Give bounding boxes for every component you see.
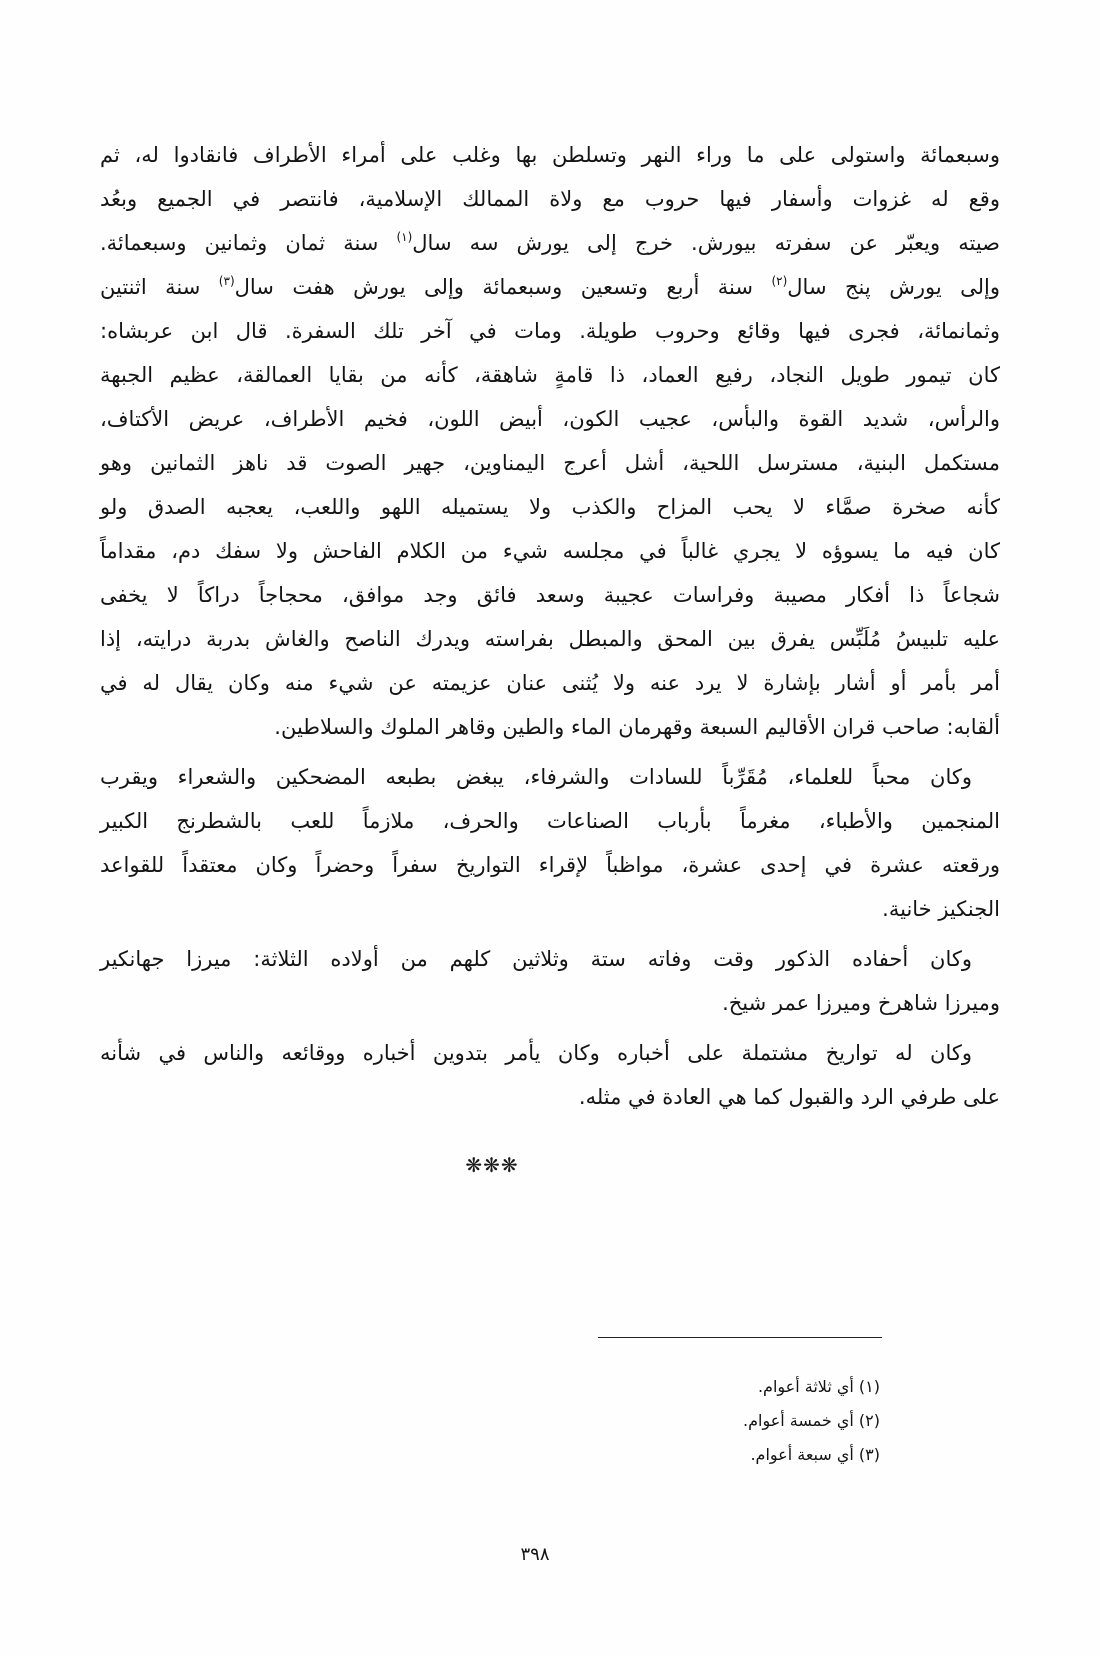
text-segment: سنة اثنتين <box>100 275 219 299</box>
footnote-marker: (٢) <box>771 274 788 288</box>
paragraph <box>100 755 1000 931</box>
text-line: وقع له غزوات وأسفار فيها حروب مع ولاة الممالك الإسلامية، فانتصر في الجميع وبعُد <box>100 187 1000 211</box>
text-line: شجاعاً ذا أفكار مصيبة وفراسات عجيبة وسعد فائق وجد موافق، محجاجاً دراكاً لا يخفى <box>100 583 1000 607</box>
main-text <box>100 133 1000 1119</box>
text-segment: صيته ويعبّر عن سفرته بيورش. خرج إلى يورش سه سال <box>412 231 1000 255</box>
text-line: كان فيه ما يسوؤه لا يجري غالباً في مجلسه شيء من الكلام الفاحش ولا سفك دم، مقداماً <box>100 539 1000 563</box>
text-line <box>100 221 1000 265</box>
section-ornament: ❋❋❋ <box>465 1153 519 1177</box>
page-number: ٣٩٨ <box>520 1544 550 1565</box>
text-line: وثمانمائة، فجرى فيها وقائع وحروب طويلة. ومات في آخر تلك السفرة. قال ابن عربشاه: <box>100 319 1000 343</box>
footnote-separator <box>598 1337 882 1338</box>
footnote-marker: (١) <box>396 230 413 244</box>
footnote: (٢) أي خمسة أعوام. <box>743 1411 880 1430</box>
text-line: المنجمين والأطباء، مغرماً بأرباب الصناعات والحرف، ملازماً للعب بالشطرنج الكبير <box>100 809 1000 833</box>
text-line: وكان له تواريخ مشتملة على أخباره وكان يأمر بتدوين أخباره ووقائعه والناس في شأنه <box>100 1041 972 1065</box>
footnotes <box>480 1370 880 1472</box>
text-line: على طرفي الرد والقبول كما هي العادة في مثله. <box>578 1085 1000 1109</box>
paragraph <box>100 1031 1000 1119</box>
text-line: وميرزا شاهرخ وميرزا عمر شيخ. <box>722 991 1000 1015</box>
text-line: وسبعمائة واستولى على ما وراء النهر وتسلطن بها وغلب على أمراء الأطراف فانقادوا له، ثم <box>100 143 1000 167</box>
text-line: وكان محباً للعلماء، مُقَرِّباً للسادات والشرفاء، يبغض بطبعه المضحكين والشعراء ويقرب <box>100 765 972 789</box>
text-line: ألقابه: صاحب قران الأقاليم السبعة وقهرمان الماء والطين وقاهر الملوك والسلاطين. <box>274 715 1000 739</box>
text-segment: سنة أربع وتسعين وسبعمائة وإلى يورش هفت سال <box>234 275 772 299</box>
text-line: عليه تلبيسُ مُلَبِّس يفرق بين المحق والمبطل بفراسته ويدرك الناصح والغاش بدربة درايته، إذا <box>100 627 1000 651</box>
text-line: الجنكيز خانية. <box>882 897 1000 921</box>
paragraph <box>100 133 1000 749</box>
paragraph <box>100 937 1000 1025</box>
text-line: أمر بأمر أو أشار بإشارة لا يرد عنه ولا يُثنى عنان عزيمته عن شيء منه وكان يقال له في <box>100 671 1000 695</box>
text-line: مستكمل البنية، مسترسل اللحية، أشل أعرج اليمناوين، جهير الصوت قد ناهز الثمانين وهو <box>100 451 1000 475</box>
text-line: وكان أحفاده الذكور وقت وفاته ستة وثلاثين كلهم من أولاده الثلاثة: ميرزا جهانكير <box>100 947 972 971</box>
footnote: (٣) أي سبعة أعوام. <box>750 1445 880 1464</box>
text-line: ورقعته عشرة في إحدى عشرة، مواظباً لإقراء التواريخ سفراً وحضراً وكان معتقداً للقواعد <box>100 853 1000 877</box>
footnote-marker: (٣) <box>218 274 235 288</box>
text-line <box>100 265 1000 309</box>
footnote: (١) أي ثلاثة أعوام. <box>757 1377 880 1396</box>
text-line: والرأس، شديد القوة والبأس، عجيب الكون، أبيض اللون، فخيم الأطراف، عريض الأكتاف، <box>100 407 1000 431</box>
text-line: كأنه صخرة صمَّاء لا يحب المزاح والكذب ولا يستميله اللهو واللعب، يعجبه الصدق ولو <box>100 495 1000 519</box>
text-segment: سنة ثمان وثمانين وسبعمائة. <box>100 231 397 255</box>
text-line: كان تيمور طويل النجاد، رفيع العماد، ذا قامةٍ شاهقة، كأنه من بقايا العمالقة، عظيم الجبهة <box>100 363 1000 387</box>
text-segment: وإلى يورش پنج سال <box>787 275 1001 299</box>
